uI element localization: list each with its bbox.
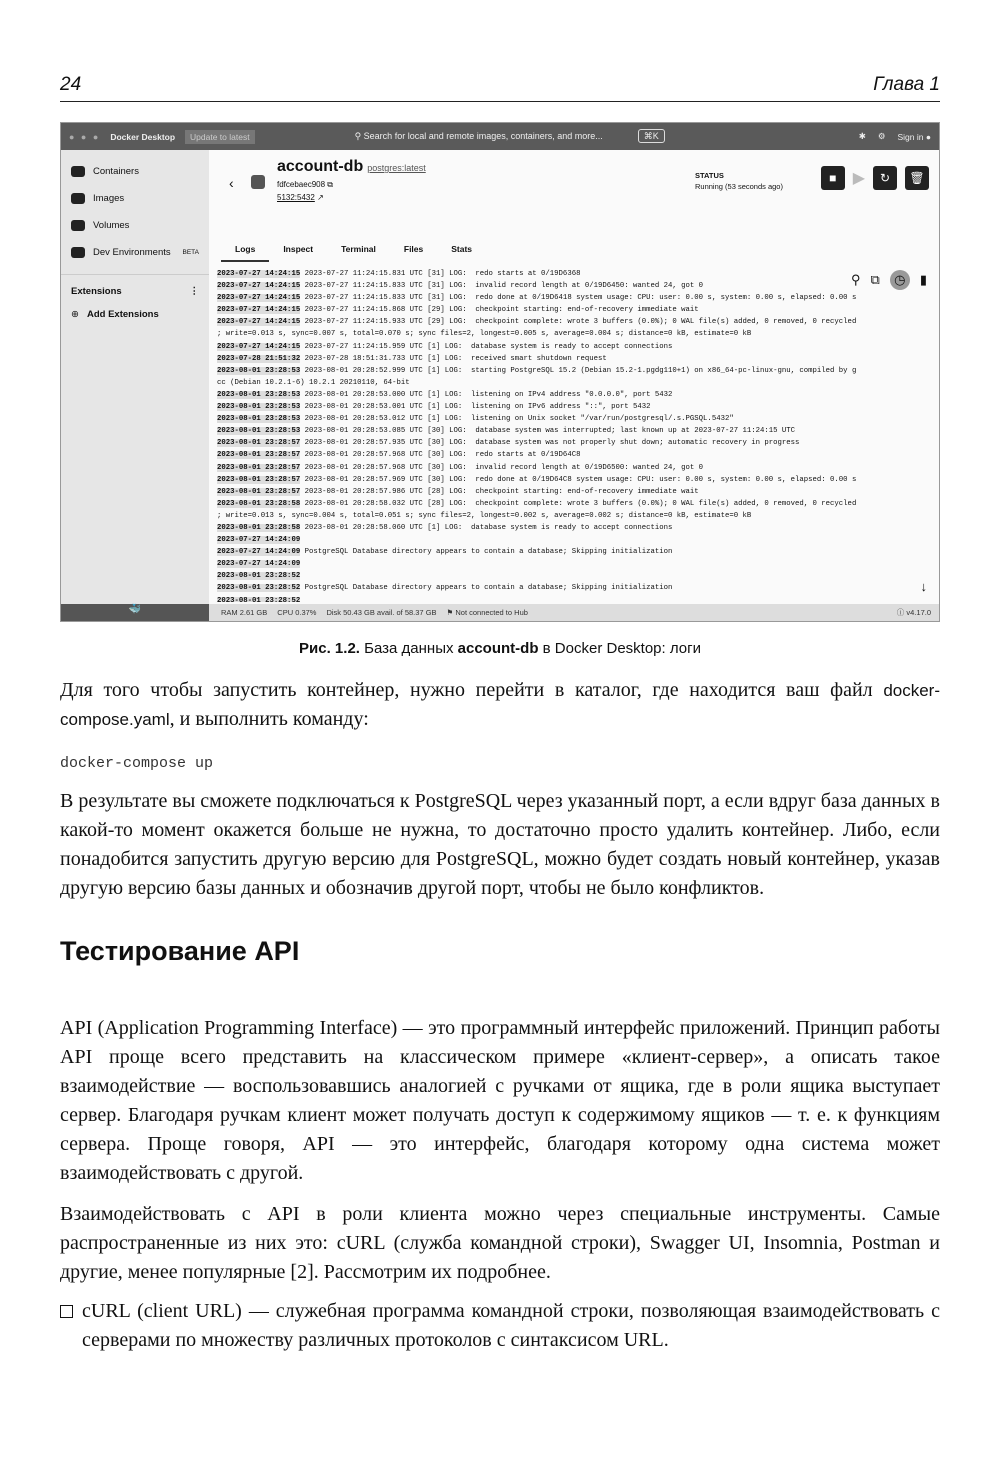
log-message: 2023-07-28 18:51:31.733 UTC [1] LOG: received smart shutdown request <box>300 354 607 363</box>
text: Для того чтобы запустить контейнер, нужно перейти в каталог, где находится ваш файл <box>60 679 884 701</box>
log-line <box>217 462 931 474</box>
log-line <box>217 546 931 558</box>
hub-status <box>447 608 528 617</box>
status-block <box>695 170 783 192</box>
paragraph: В результате вы сможете подключаться к PostgreSQL через указанный порт, а если вдруг база данных в какой-то момент окажется больше не нужна, то достаточно просто удалить контейнер. Либо, если понадобится запустить другую версию для PostgreSQL, можно будет создать новый контейнер, указав другую версию базы данных и обозначив другой порт, чтобы не было конфликтов. <box>60 790 940 899</box>
log-output[interactable] <box>217 268 931 602</box>
log-line <box>217 425 931 437</box>
more-icon[interactable]: ⋮ <box>189 285 199 297</box>
list-item <box>60 1297 940 1355</box>
title-bar <box>61 123 939 150</box>
add-extensions-label: Add Extensions <box>86 309 159 320</box>
sign-in-label: Sign in <box>897 131 924 142</box>
search-placeholder: Search for local and remote images, containers, and more... <box>363 131 603 141</box>
bullet-box-icon <box>60 1305 73 1318</box>
log-message: PostgreSQL Database directory appears to contain a database; Skipping initialization <box>300 548 673 557</box>
log-line <box>217 437 931 449</box>
log-line <box>217 268 931 280</box>
container-name <box>277 158 426 176</box>
docker-desktop-screenshot <box>60 122 940 622</box>
log-line <box>217 353 931 365</box>
log-timestamp: 2023-07-27 14:24:09 <box>217 560 301 569</box>
sign-in-button[interactable] <box>897 132 931 142</box>
restart-button[interactable]: ↻ <box>873 166 897 190</box>
beta-badge: BETA <box>182 249 199 256</box>
log-line <box>217 401 931 413</box>
sidebar-item-label: Containers <box>93 166 139 177</box>
figure-caption <box>0 640 1000 657</box>
log-timestamp: 2023-07-27 14:24:15 <box>217 318 301 327</box>
log-message: 2023-08-01 20:28:57.935 UTC [30] LOG: database system was not properly shut down; automatic recovery in progress <box>300 439 800 448</box>
sidebar-item-dev-environments[interactable] <box>61 239 209 266</box>
log-timestamp: 2023-08-01 23:28:53 <box>217 390 301 399</box>
log-message: 2023-07-27 11:24:15.868 UTC [29] LOG: checkpoint starting: end-of-recovery immediate wait <box>300 306 699 315</box>
trash-icon[interactable]: ▮ <box>919 272 927 287</box>
dev-env-icon <box>71 247 85 258</box>
user-icon: ● <box>925 131 931 142</box>
status-label: STATUS <box>695 171 724 180</box>
log-message: 2023-08-01 20:28:57.969 UTC [30] LOG: redo done at 0/19D64C8 system usage: CPU: user: 0.00 s, system: 0.00 s, elapsed: 0.00 s <box>300 475 857 484</box>
tab-inspect[interactable]: Inspect <box>283 244 314 254</box>
window-controls[interactable]: ● ● ● <box>69 131 101 142</box>
status-bar <box>61 604 939 621</box>
text: , и выполнить команду: <box>169 708 369 730</box>
hub-icon: ⚑ <box>446 608 454 617</box>
scroll-down-icon[interactable]: ↓ <box>920 579 927 594</box>
log-timestamp: 2023-08-01 23:28:52 <box>217 572 301 581</box>
log-timestamp: 2023-08-01 23:28:53 <box>217 366 301 375</box>
log-message: 2023-08-01 20:28:53.085 UTC [30] LOG: database system was interrupted; last known up at 2023-07-27 11:24:15 UTC <box>300 427 796 436</box>
sidebar-item-containers[interactable] <box>61 158 209 185</box>
external-link-icon[interactable]: ↗ <box>317 193 324 202</box>
log-line <box>217 449 931 461</box>
log-message: 2023-08-01 20:28:53.001 UTC [1] LOG: listening on IPv6 address "::", port 5432 <box>300 403 651 412</box>
log-line <box>217 595 931 602</box>
log-timestamp: 2023-08-01 23:28:58 <box>217 523 301 532</box>
tab-terminal[interactable]: Terminal <box>341 244 376 254</box>
sidebar-item-images[interactable] <box>61 185 209 212</box>
version-text: v4.17.0 <box>906 608 931 617</box>
copy-icon[interactable]: ⧉ <box>327 180 333 189</box>
log-message: 2023-08-01 20:28:58.060 UTC [1] LOG: database system is ready to accept connections <box>300 523 673 532</box>
container-meta <box>277 178 333 204</box>
sidebar-item-label: Dev Environments <box>93 247 171 258</box>
sidebar-item-label: Volumes <box>93 220 130 231</box>
caption-label: Рис. 1.2. <box>299 640 360 657</box>
log-line <box>217 365 931 377</box>
extensions-label: Extensions <box>71 285 122 297</box>
log-line <box>217 558 931 570</box>
log-timestamp: 2023-08-01 23:28:52 <box>217 584 301 593</box>
log-line <box>217 316 931 328</box>
start-button[interactable]: ▶ <box>852 170 865 187</box>
search-input[interactable] <box>355 131 685 142</box>
log-timestamp: 2023-08-01 23:28:53 <box>217 403 301 412</box>
log-timestamp: 2023-08-01 23:28:57 <box>217 463 301 472</box>
sidebar-item-label: Images <box>93 193 125 204</box>
log-message: cc (Debian 10.2.1-6) 10.2.1 20210110, 64-bit <box>217 378 410 387</box>
plus-circle-icon: ⊕ <box>71 309 79 320</box>
log-line <box>217 486 931 498</box>
sidebar <box>61 150 209 604</box>
log-timestamp: 2023-07-28 21:51:32 <box>217 354 301 363</box>
log-timestamp: 2023-08-01 23:28:58 <box>217 499 301 508</box>
log-line <box>217 510 931 522</box>
log-timestamp: 2023-07-27 14:24:15 <box>217 270 301 278</box>
log-line <box>217 522 931 534</box>
search-icon: ⚲ <box>354 131 364 141</box>
containers-icon <box>71 166 85 177</box>
log-message: 2023-08-01 20:28:57.968 UTC [30] LOG: redo starts at 0/19D64C8 <box>300 451 581 460</box>
log-timestamp: 2023-08-01 23:28:57 <box>217 475 301 484</box>
delete-button[interactable]: 🗑 <box>905 166 929 190</box>
log-message: 2023-08-01 20:28:53.000 UTC [1] LOG: listening on IPv4 address "0.0.0.0", port 5432 <box>300 390 673 399</box>
log-line <box>217 534 931 546</box>
log-line <box>217 304 931 316</box>
file-name: docker-compose.yaml <box>60 681 940 729</box>
tab-stats[interactable]: Stats <box>451 244 473 254</box>
disk-usage: Disk 50.43 GB avail. of 58.37 GB <box>326 608 437 617</box>
log-message: 2023-07-27 11:24:15.833 UTC [31] LOG: invalid record length at 0/19D6450: wanted 24, got 0 <box>300 282 704 291</box>
chapter-title: Глава 1 <box>873 74 940 95</box>
container-icon <box>251 175 265 189</box>
log-message: 2023-07-27 11:24:15.959 UTC [1] LOG: database system is ready to accept connections <box>300 342 673 351</box>
page-number: 24 <box>60 74 82 95</box>
log-timestamp: 2023-07-27 14:24:15 <box>217 342 301 351</box>
gear-icon[interactable]: ⚙ <box>877 131 886 141</box>
info-icon: ⓘ <box>896 608 905 617</box>
log-timestamp: 2023-08-01 23:28:57 <box>217 451 301 460</box>
caption-text: в Docker Desktop: логи <box>538 640 701 657</box>
search-icon[interactable]: ⚲ <box>851 272 861 287</box>
log-timestamp: 2023-07-27 14:24:15 <box>217 282 301 291</box>
stop-button[interactable]: ■ <box>821 166 845 190</box>
sidebar-item-volumes[interactable] <box>61 212 209 239</box>
log-message: 2023-07-27 11:24:15.933 UTC [29] LOG: checkpoint complete: wrote 3 buffers (0.0%); 0 WAL file(s) added, 0 removed, 0 recycled <box>300 318 857 327</box>
log-line <box>217 328 931 340</box>
log-timestamp: 2023-08-01 23:28:53 <box>217 427 301 436</box>
log-line <box>217 377 931 389</box>
section-heading: Тестирование API <box>60 936 300 966</box>
log-message: ; write=0.013 s, sync=0.004 s, total=0.051 s; sync files=2, longest=0.002 s, average=0.002 s; distance=0 kB, estimate=0 kB <box>217 511 752 520</box>
version <box>897 607 931 618</box>
list-item-text: cURL (client URL) — служебная программа командной строки, позволяющая взаимодействовать с серверами по множеству различных протоколов с синтаксисом URL. <box>82 1300 940 1351</box>
log-line <box>217 292 931 304</box>
log-line <box>217 582 931 594</box>
log-timestamp: 2023-08-01 23:28:53 <box>217 415 301 424</box>
log-line <box>217 570 931 582</box>
copy-icon[interactable]: ⧉ <box>870 272 880 287</box>
paragraph: Взаимодействовать с API в роли клиента можно через специальные инструменты. Самые распространенные из них это: cURL (служба командной строки), Swagger UI, Insomnia, Postman и другие, менее популярные [2]. Рассмотрим их подробнее. <box>60 1203 940 1283</box>
log-timestamp: 2023-07-27 14:24:09 <box>217 536 301 545</box>
port-link[interactable]: 5132:5432 <box>277 193 315 202</box>
code-line: docker-compose up <box>60 755 214 772</box>
tabs <box>221 240 486 262</box>
cloud-icon <box>71 193 85 204</box>
page-header <box>60 74 940 102</box>
container-name-text: account-db <box>277 158 364 175</box>
container-detail <box>209 150 939 604</box>
log-message: 2023-08-01 20:28:57.986 UTC [28] LOG: checkpoint starting: end-of-recovery immediate wait <box>300 487 699 496</box>
log-message: 2023-07-27 11:24:15.833 UTC [31] LOG: redo done at 0/19D6418 system usage: CPU: user: 0.00 s, system: 0.00 s, elapsed: 0.00 s <box>300 294 857 303</box>
bug-icon[interactable]: ✱ <box>858 131 866 141</box>
caption-text: База данных <box>359 640 458 657</box>
back-icon[interactable]: ‹ <box>229 175 234 191</box>
timestamp-icon[interactable]: ◷ <box>890 270 910 290</box>
log-timestamp: 2023-08-01 23:28:57 <box>217 487 301 496</box>
paragraph <box>60 676 940 734</box>
log-message: 2023-08-01 20:28:52.999 UTC [1] LOG: starting PostgreSQL 15.2 (Debian 15.2-1.pgdg110+1) on x86_64-pc-linux-gnu, compiled by g <box>300 366 857 375</box>
whale-icon: 🐳 <box>61 604 209 621</box>
container-id: fdfcebaec908 <box>277 180 326 189</box>
ram-usage: RAM 2.61 GB <box>221 608 268 617</box>
update-button[interactable]: Update to latest <box>185 130 255 144</box>
log-timestamp: 2023-07-27 14:24:09 <box>217 548 301 557</box>
cpu-usage: CPU 0.37% <box>277 608 317 617</box>
log-timestamp: 2023-07-27 14:24:15 <box>217 306 301 315</box>
image-link[interactable]: postgres:latest <box>367 163 426 173</box>
log-message: 2023-08-01 20:28:53.012 UTC [1] LOG: listening on Unix socket "/var/run/postgresql/.s.PGSQL.5432" <box>300 415 734 424</box>
app-title: Docker Desktop <box>110 131 176 142</box>
tab-files[interactable]: Files <box>403 244 424 254</box>
hub-status-text: Not connected to Hub <box>455 608 528 617</box>
log-message: 2023-08-01 20:28:58.032 UTC [28] LOG: checkpoint complete: wrote 3 buffers (0.0%); 0 WAL file(s) added, 0 removed, 0 recycled <box>300 499 857 508</box>
log-timestamp: 2023-07-27 14:24:15 <box>217 294 301 303</box>
log-timestamp: 2023-08-01 23:28:57 <box>217 439 301 448</box>
add-extensions-button[interactable] <box>61 301 209 328</box>
log-line <box>217 280 931 292</box>
extensions-header <box>61 274 209 301</box>
log-message: ; write=0.013 s, sync=0.007 s, total=0.070 s; sync files=2, longest=0.005 s, average=0.004 s; distance=0 kB, estimate=0 kB <box>217 330 752 339</box>
log-timestamp: 2023-08-01 23:28:52 <box>217 597 300 602</box>
shortcut-badge: ⌘K <box>638 129 665 143</box>
log-line <box>217 498 931 510</box>
paragraph: API (Application Programming Interface) — это программный интерфейс приложений. Принцип работы API проще всего представить на классическом примере «клиент-сервер», а описать такое взаимодействие — воспользовавшись аналогией с ручками от ящика, где в роли ящика выступает сервер. Благодаря ручкам клиент может получать доступ к содержимому ящиков — т. е. к функциям сервера. Проще говоря, API — это интерфейс, благодаря которому одна система может взаимодействовать с другой. <box>60 1017 940 1184</box>
status-value: Running (53 seconds ago) <box>695 182 783 191</box>
log-message: 2023-08-01 20:28:57.968 UTC [30] LOG: invalid record length at 0/19D6500: wanted 24, got 0 <box>300 463 704 472</box>
log-message: PostgreSQL Database directory appears to contain a database; Skipping initialization <box>300 584 673 593</box>
log-line <box>217 389 931 401</box>
caption-bold: account-db <box>457 640 539 657</box>
log-message: 2023-07-27 11:24:15.831 UTC [31] LOG: redo starts at 0/19D6368 <box>300 270 581 278</box>
tab-logs[interactable]: Logs <box>221 240 269 262</box>
volume-icon <box>71 220 85 231</box>
log-line <box>217 413 931 425</box>
log-line <box>217 474 931 486</box>
log-line <box>217 341 931 353</box>
